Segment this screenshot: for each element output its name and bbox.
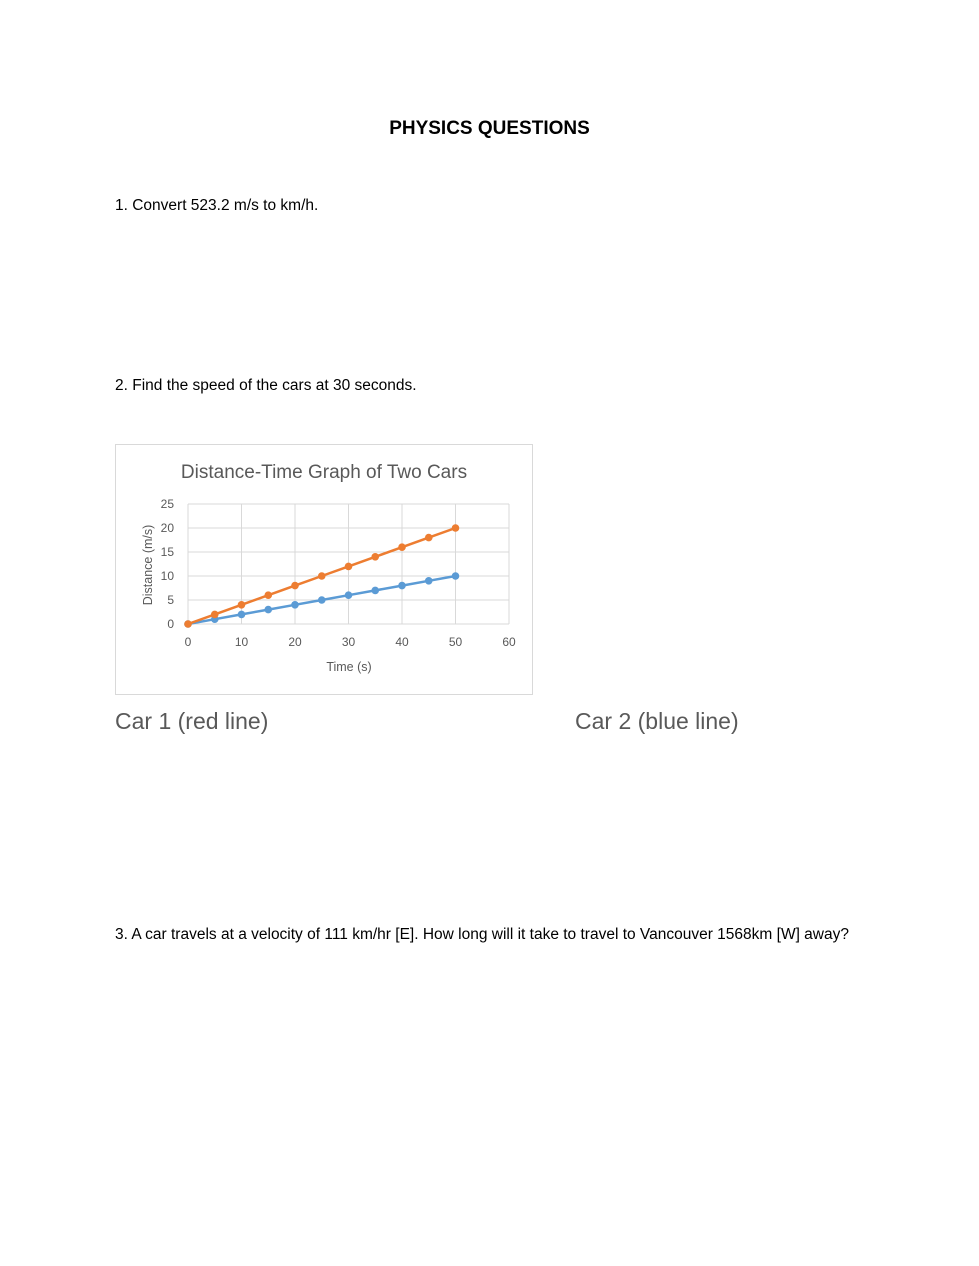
data-point-car-1 bbox=[184, 620, 192, 628]
x-tick-label: 20 bbox=[288, 635, 302, 649]
data-point-car-2 bbox=[425, 577, 433, 585]
y-tick-label: 15 bbox=[160, 545, 174, 559]
data-point-car-1 bbox=[318, 572, 326, 580]
y-tick-label: 20 bbox=[160, 521, 174, 535]
data-point-car-2 bbox=[398, 582, 406, 590]
x-tick-label: 50 bbox=[448, 635, 463, 649]
data-point-car-2 bbox=[318, 596, 326, 604]
question-1: 1. Convert 523.2 m/s to km/h. bbox=[115, 197, 319, 214]
data-point-car-2 bbox=[371, 587, 379, 595]
page-title: PHYSICS QUESTIONS bbox=[389, 118, 590, 139]
y-axis-label: Distance (m/s) bbox=[141, 524, 155, 606]
data-point-car-1 bbox=[398, 543, 406, 551]
data-point-car-1 bbox=[291, 582, 299, 590]
data-point-car-1 bbox=[425, 534, 433, 542]
y-tick-label: 25 bbox=[160, 497, 174, 511]
data-point-car-1 bbox=[345, 563, 353, 571]
x-tick-label: 40 bbox=[395, 635, 409, 649]
data-point-car-1 bbox=[371, 553, 379, 561]
data-point-car-2 bbox=[264, 606, 272, 614]
x-tick-label: 0 bbox=[184, 635, 192, 649]
data-point-car-2 bbox=[452, 572, 460, 580]
question-2: 2. Find the speed of the cars at 30 seconds. bbox=[115, 377, 417, 394]
x-tick-label: 10 bbox=[234, 635, 249, 649]
chart-ticks bbox=[161, 497, 516, 649]
x-axis-label: Time (s) bbox=[326, 660, 372, 674]
y-tick-label: 0 bbox=[167, 617, 174, 631]
chart-svg bbox=[116, 445, 532, 694]
x-tick-label: 60 bbox=[502, 635, 516, 649]
data-point-car-1 bbox=[264, 591, 272, 599]
data-point-car-2 bbox=[238, 611, 246, 619]
chart-title: Distance-Time Graph of Two Cars bbox=[180, 462, 468, 483]
car-2-label: Car 2 (blue line) bbox=[575, 708, 739, 734]
data-point-car-2 bbox=[291, 601, 299, 609]
data-point-car-1 bbox=[452, 524, 460, 532]
y-tick-label: 5 bbox=[167, 593, 174, 607]
y-tick-label: 10 bbox=[160, 569, 174, 583]
distance-time-chart bbox=[115, 444, 533, 695]
question-3: 3. A car travels at a velocity of 111 km/hr [E]. How long will it take to travel to Vancouver 1568km [W] away? bbox=[115, 926, 849, 943]
car-1-label: Car 1 (red line) bbox=[115, 708, 269, 734]
x-tick-label: 30 bbox=[341, 635, 356, 649]
data-point-car-1 bbox=[238, 601, 246, 609]
data-point-car-1 bbox=[211, 611, 219, 619]
data-point-car-2 bbox=[345, 591, 353, 599]
